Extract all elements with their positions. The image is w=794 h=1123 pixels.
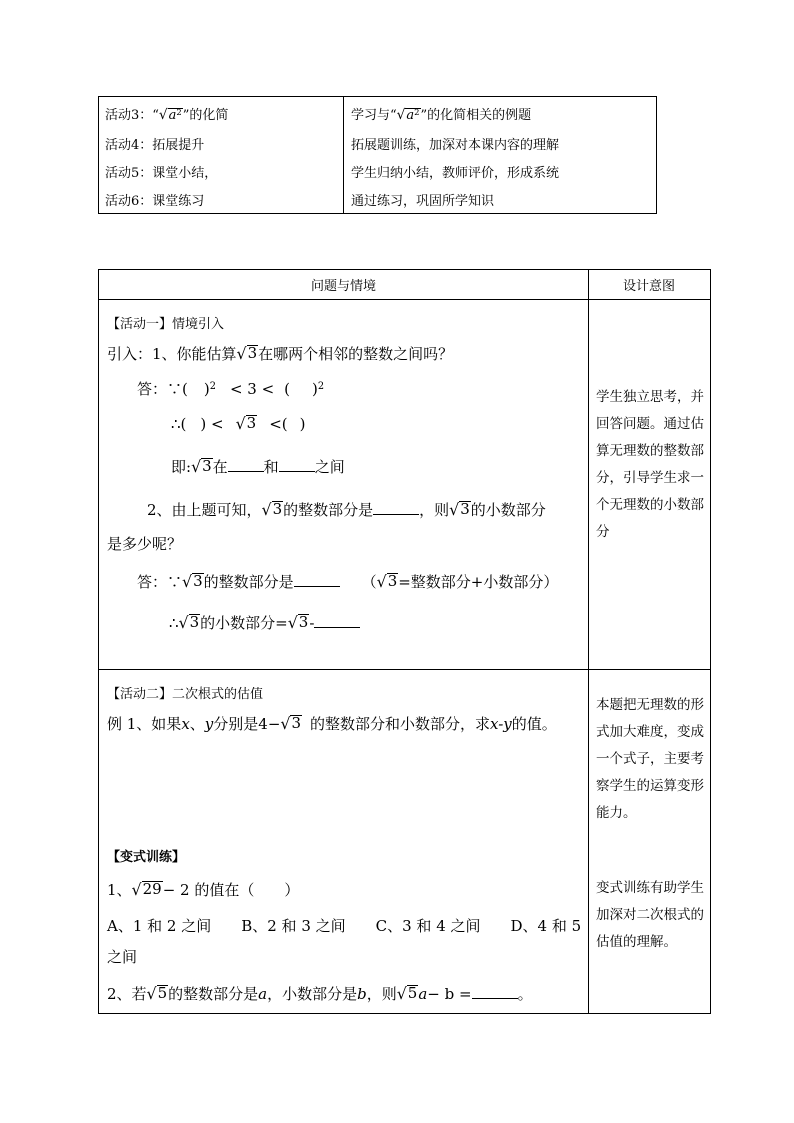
header-design-intent: 设计意图 [622, 279, 675, 294]
column-divider [343, 97, 344, 213]
sqrt-3: √ 3 [236, 344, 258, 363]
sqrt-a-squared: √ $a^2$ [396, 106, 420, 124]
sqrt-3: √ 3 [191, 457, 212, 476]
question-2-continued: 是多少呢？ [107, 535, 183, 553]
purpose-4-row: 拓展题训练，加深对本课内容的理解 [351, 138, 560, 153]
variant-question-1-options: A、1 和 2 之间 B、2 和 3 之间 C、3 和 4 之间 D、4 和 5 [107, 917, 582, 935]
activity-3-row: 活动3：“ √ $a^2$ ”的化简 [105, 106, 229, 124]
sqrt-a-squared: √ $a^2$ [158, 106, 182, 124]
therefore-line: ∴( ) < √ 3 <( ) [171, 414, 306, 433]
header-problem-situation: 问题与情境 [310, 279, 376, 294]
purpose-3-row: 学习与“ √ $a^2$ ”的化简相关的例题 [351, 106, 532, 124]
section-divider [99, 669, 710, 670]
blank [294, 574, 340, 587]
sqrt-3: √ 3 [178, 613, 200, 632]
answer-3-line: ∴ √ 3 的小数部分= √ 3 - [169, 612, 360, 633]
sqrt-3: √ 3 [261, 500, 283, 519]
blank [314, 615, 360, 628]
design-intent-activity-2: 本题把无理数的形式加大难度，变成一个式子，主要考察学生的运算变形能力。 [596, 697, 704, 821]
sqrt-3: √ 3 [280, 714, 302, 733]
ie-line: 即: √ 3 在 和 之间 [171, 457, 345, 476]
lesson-table [98, 269, 711, 1014]
blank [472, 986, 518, 999]
variant-training-title: 【变式训练】 [107, 850, 186, 865]
sqrt-5: √ 5 [396, 984, 418, 1003]
answer-2-line: 答：∵ √ 3 的整数部分是 （ √ 3 =整数部分+小数部分） [137, 572, 559, 591]
variant-question-1-options-continued: 之间 [107, 948, 138, 966]
design-intent-variant: 变式训练有助学生加深对二次根式的估值的理解。 [596, 880, 704, 950]
blank [279, 459, 315, 472]
variant-question-2: 2、若 √ 5 的整数部分是a，小数部分是b，则 √ 5 a− b = 。 [107, 984, 533, 1003]
sqrt-3: √ 3 [449, 500, 470, 519]
example-1: 例 1、如果x、y分别是4− √ 3 的整数部分和小数部分，求x-y的值。 [107, 714, 557, 733]
column-divider [588, 270, 589, 1013]
purpose-6-row: 通过练习，巩固所学知识 [351, 194, 495, 209]
sqrt-3: √ 3 [182, 572, 203, 591]
question-1: 引入：1、你能估算 √ 3 在哪两个相邻的整数之间吗？ [107, 344, 454, 363]
answer-1-line: 答：∵( )$^2$ < 3 < ( )$^2$ [137, 380, 325, 398]
question-2: 2、由上题可知， √ 3 的整数部分是 ，则 √ 3 的小数部分 [147, 500, 546, 519]
sqrt-29: √ 29 [131, 880, 162, 899]
design-intent-activity-1: 学生独立思考，并回答问题。通过估算无理数的整数部分，引导学生求一个无理数的小数部分 [596, 389, 704, 540]
variant-question-1: 1、 √ 29 − 2 的值在（ ） [107, 880, 300, 899]
activity-4-row: 活动4：拓展提升 [105, 138, 205, 153]
blank [373, 502, 419, 515]
sqrt-3: √ 3 [235, 414, 257, 433]
sqrt-5: √ 5 [146, 984, 168, 1003]
activity-6-row: 活动6：课堂练习 [105, 194, 205, 209]
activity-5-row: 活动5：课堂小结， [105, 166, 218, 181]
activity-overview-table [98, 96, 657, 214]
activity-1-title: 【活动一】情境引入 [107, 317, 225, 332]
sqrt-3: √ 3 [287, 613, 309, 632]
header-divider [99, 299, 710, 300]
purpose-5-row: 学生归纳小结，教师评价，形成系统 [351, 166, 560, 181]
activity-2-title: 【活动二】二次根式的估值 [107, 687, 264, 702]
sqrt-3: √ 3 [376, 572, 398, 591]
blank [228, 459, 264, 472]
